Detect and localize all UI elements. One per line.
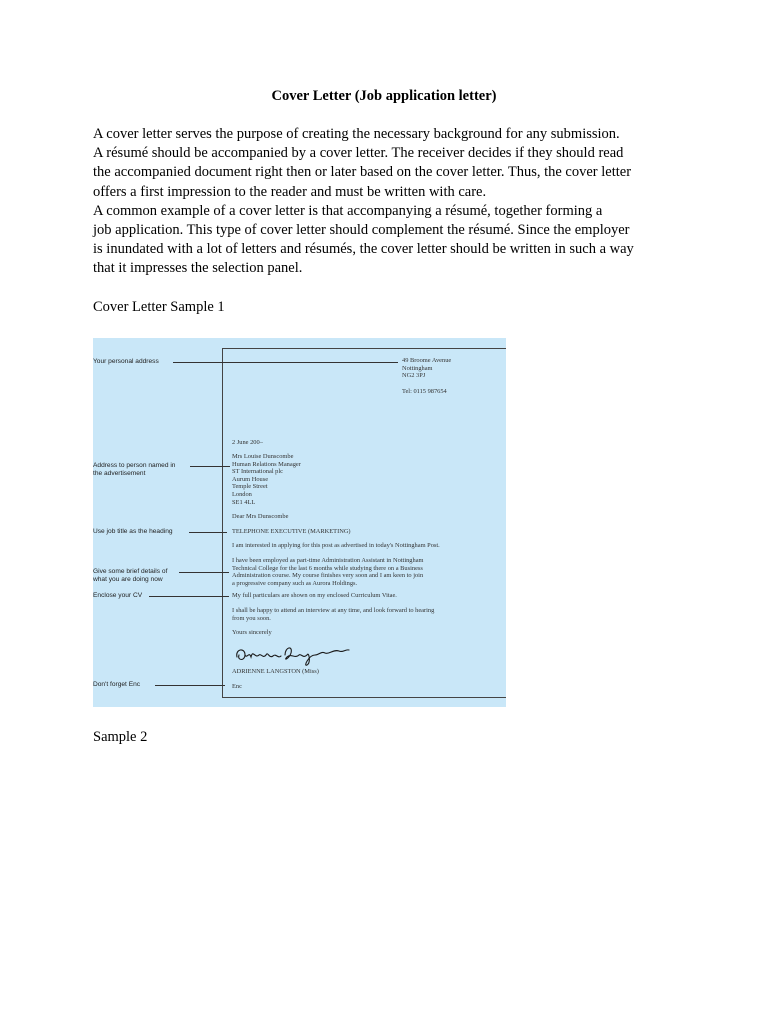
intro-paragraph (93, 125, 693, 279)
letter-line: Administration course. My course finishes very soon and I am keen to join (232, 572, 424, 580)
intro-line: A common example of a cover letter is that accompanying a résumé, together forming a (93, 202, 603, 219)
letter-signature-name: ADRIENNE LANGSTON (Miss) (232, 668, 319, 675)
letter-line: I shall be happy to attend an interview at any time, and look forward to hearing (232, 607, 435, 614)
letter-paragraph-2 (232, 557, 424, 587)
cover-letter-sample-figure (93, 338, 506, 707)
page-title: Cover Letter (Job application letter) (271, 88, 497, 104)
annotation-brief-details: what you are doing now (93, 576, 163, 583)
sample2-heading: Sample 2 (93, 729, 148, 745)
intro-line: A résumé should be accompanied by a cover letter. The receiver decides if they should read (93, 145, 624, 162)
recipient-line: SE1 4LL (232, 498, 256, 506)
sender-address (402, 357, 451, 380)
letter-line: from you soon. (232, 614, 271, 622)
annotation-address-to-person: Address to person named in (93, 462, 176, 469)
intro-line: job application. This type of cover letter should complement the résumé. Since the employer (93, 222, 630, 239)
letter-enclosure: Enc (232, 683, 242, 690)
letter-line: I have been employed as part-time Administration Assistant in Nottingham (232, 557, 424, 564)
annotation-personal-address: Your personal address (93, 358, 159, 365)
letter-paragraph-4 (232, 607, 434, 622)
intro-line: offers a first impression to the reader and must be written with care. (93, 183, 487, 200)
leader-line (155, 685, 225, 686)
recipient-line: Human Relations Manager (232, 460, 301, 468)
leader-line (173, 362, 398, 363)
intro-line: is inundated with a lot of letters and résumés, the cover letter should be written in such a way (93, 241, 634, 258)
sender-address-line: Nottingham (402, 364, 433, 372)
sender-address-line: 49 Broome Avenue (402, 357, 452, 364)
sample1-heading: Cover Letter Sample 1 (93, 299, 225, 315)
letter-paragraph-1: I am interested in applying for this post as advertised in today's Nottingham Post. (232, 542, 440, 549)
letter-closing: Yours sincerely (232, 629, 272, 636)
recipient-line: Aurum House (232, 475, 269, 483)
sender-telephone: Tel: 0115 987654 (402, 388, 447, 395)
intro-line: A cover letter serves the purpose of creating the necessary background for any submission. (93, 126, 620, 142)
sender-address-line: NG2 3PJ (402, 372, 426, 380)
annotation-enclose-cv: Enclose your CV (93, 592, 143, 599)
leader-line (189, 532, 227, 533)
intro-line: the accompanied document right then or later based on the cover letter. Thus, the cover letter (93, 164, 632, 181)
annotation-address-to-person: the advertisement (93, 470, 146, 477)
letter-paragraph-3: My full particulars are shown on my enclosed Curriculum Vitae. (232, 592, 397, 599)
annotation-job-title: Use job title as the heading (93, 528, 173, 535)
annotation-dont-forget-enc: Don't forget Enc (93, 681, 141, 688)
recipient-line: ST International plc (232, 468, 283, 476)
handwritten-signature (233, 641, 353, 667)
leader-line (149, 596, 229, 597)
letter-salutation: Dear Mrs Dunscombe (232, 513, 289, 520)
recipient-address (232, 453, 301, 506)
intro-line: that it impresses the selection panel. (93, 260, 303, 277)
letter-line: Technical College for the last 6 months while studying there on a Business (232, 564, 423, 572)
letter-line: a progressive company such as Aurora Holdings. (232, 579, 358, 587)
leader-line (179, 572, 229, 573)
leader-line (190, 466, 230, 467)
annotation-brief-details: Give some brief details of (93, 568, 168, 575)
letter-heading: TELEPHONE EXECUTIVE (MARKETING) (232, 528, 351, 535)
recipient-line: Temple Street (232, 483, 268, 491)
recipient-line: London (232, 490, 252, 498)
recipient-line: Mrs Louise Dunscombe (232, 453, 294, 460)
letter-date: 2 June 200– (232, 439, 263, 446)
